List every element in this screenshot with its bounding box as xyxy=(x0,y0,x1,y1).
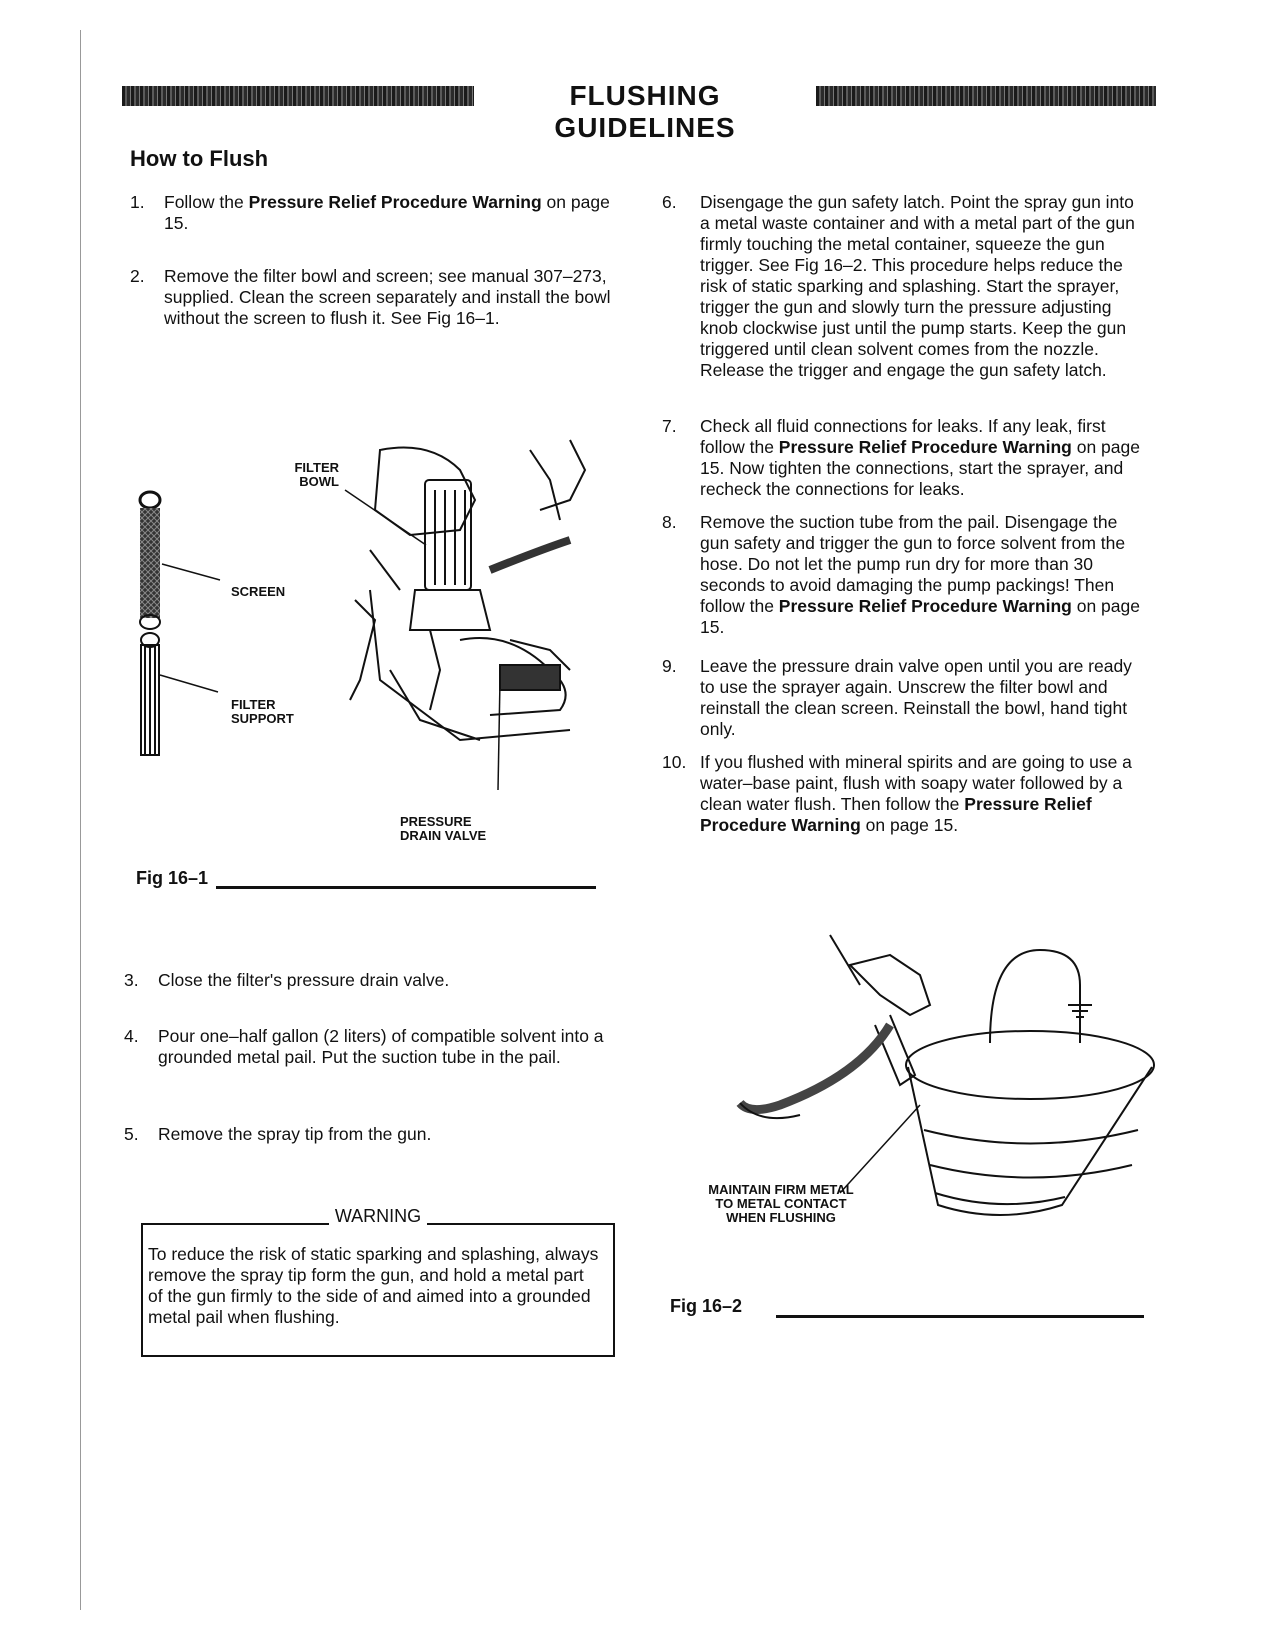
step-text: Remove the filter bowl and screen; see manual 307–273, supplied. Clean the screen separately and install the bowl without the screen to flush it. See Fig 16–1. xyxy=(164,266,611,328)
step-number: 10. xyxy=(662,752,687,772)
support-tube xyxy=(141,633,159,755)
step-number: 2. xyxy=(130,266,145,286)
step-6 xyxy=(662,192,1142,381)
step-number: 7. xyxy=(662,416,677,436)
screen-tube xyxy=(140,492,160,629)
step-number: 1. xyxy=(130,192,145,212)
label-filter-support: FILTER SUPPORT xyxy=(231,697,294,726)
label-screen: SCREEN xyxy=(231,584,286,599)
step-text: If you flushed with mineral spirits and are going to use a water–base paint, flush with soapy water followed by a clean water flush. Then follow the Pressure Relief Procedure Warning on page 15. xyxy=(700,752,1132,835)
step-number: 3. xyxy=(124,970,139,990)
step-9 xyxy=(662,656,1142,740)
scan-margin-line xyxy=(80,30,81,1610)
step-7 xyxy=(662,416,1142,500)
bold-reference: Pressure Relief Procedure Warning xyxy=(248,192,542,212)
figure-caption-16-1: Fig 16–1 xyxy=(136,868,209,888)
step-1 xyxy=(130,192,620,234)
step-4 xyxy=(124,1026,618,1068)
step-2 xyxy=(130,266,620,329)
step-8 xyxy=(662,512,1142,638)
warning-text: To reduce the risk of static sparking and splashing, always remove the spray tip form the gun, and hold a metal part of the gun firmly to the side of and aimed into a grounded metal pail when flushing. xyxy=(148,1244,599,1327)
step-number: 4. xyxy=(124,1026,139,1046)
figure-caption-16-2: Fig 16–2 xyxy=(670,1296,743,1316)
step-number: 9. xyxy=(662,656,677,676)
step-text: Follow the Pressure Relief Procedure Warning on page 15. xyxy=(164,192,610,233)
pump-assembly-drawing xyxy=(350,440,585,740)
step-number: 6. xyxy=(662,192,677,212)
figure-rule xyxy=(776,1315,1144,1318)
flushing-illustration xyxy=(740,925,1160,1215)
warning-title xyxy=(141,1206,615,1227)
bold-reference: Pressure Relief Procedure Warning xyxy=(778,596,1072,616)
pail-rim xyxy=(906,1031,1154,1099)
bold-reference: Pressure Relief Procedure Warning xyxy=(778,437,1072,457)
step-text: Close the filter's pressure drain valve. xyxy=(158,970,450,990)
step-text: Remove the spray tip from the gun. xyxy=(158,1124,432,1144)
step-10 xyxy=(662,752,1142,836)
step-3 xyxy=(124,970,618,991)
step-number: 5. xyxy=(124,1124,139,1144)
step-text: Disengage the gun safety latch. Point the spray gun into a metal waste container and with a metal part of the gun firmly touching the metal container, squeeze the gun trigger. See Fig 16–2. This procedure helps reduce the risk of static sparking and splashing. Start the sprayer, trigger the gun and slowly turn the pressure adjusting knob clockwise just until the pump starts. Keep the gun triggered until clean solvent comes from the nozzle. Release the trigger and engage the gun safety latch. xyxy=(700,192,1135,380)
warning-title-text: WARNING xyxy=(329,1206,427,1226)
header-bar-right xyxy=(816,86,1156,106)
filter-illustration xyxy=(130,440,610,800)
label-filter-bowl: FILTER BOWL xyxy=(294,460,339,489)
figure-rule xyxy=(216,886,596,889)
page-title: FLUSHING GUIDELINES xyxy=(554,80,736,143)
section-title: How to Flush xyxy=(130,146,269,171)
step-text: Pour one–half gallon (2 liters) of compatible solvent into a grounded metal pail. Put the suction tube in the pail. xyxy=(158,1026,604,1067)
step-text: Check all fluid connections for leaks. If any leak, first follow the Pressure Relief Procedure Warning on page 15. Now tighten the connections, start the sprayer, and recheck the connections for leaks. xyxy=(700,416,1140,499)
label-pressure-drain-valve: PRESSURE DRAIN VALVE xyxy=(400,814,487,843)
bold-reference: Pressure Relief Procedure Warning xyxy=(700,794,1092,835)
label-maintain-contact: MAINTAIN FIRM METAL TO METAL CONTACT WHEN FLUSHING xyxy=(708,1182,854,1225)
step-5 xyxy=(124,1124,618,1145)
header-bar-left xyxy=(122,86,474,106)
step-text: Leave the pressure drain valve open until you are ready to use the sprayer again. Unscrew the filter bowl and reinstall the clean screen. Reinstall the bowl, hand tight only. xyxy=(700,656,1132,739)
step-text: Remove the suction tube from the pail. Disengage the gun safety and trigger the gun to force solvent from the hose. Do not let the pump run dry for more than 30 seconds to avoid damaging the pump packings! Then follow the Pressure Relief Procedure Warning on page 15. xyxy=(700,512,1140,637)
step-number: 8. xyxy=(662,512,677,532)
